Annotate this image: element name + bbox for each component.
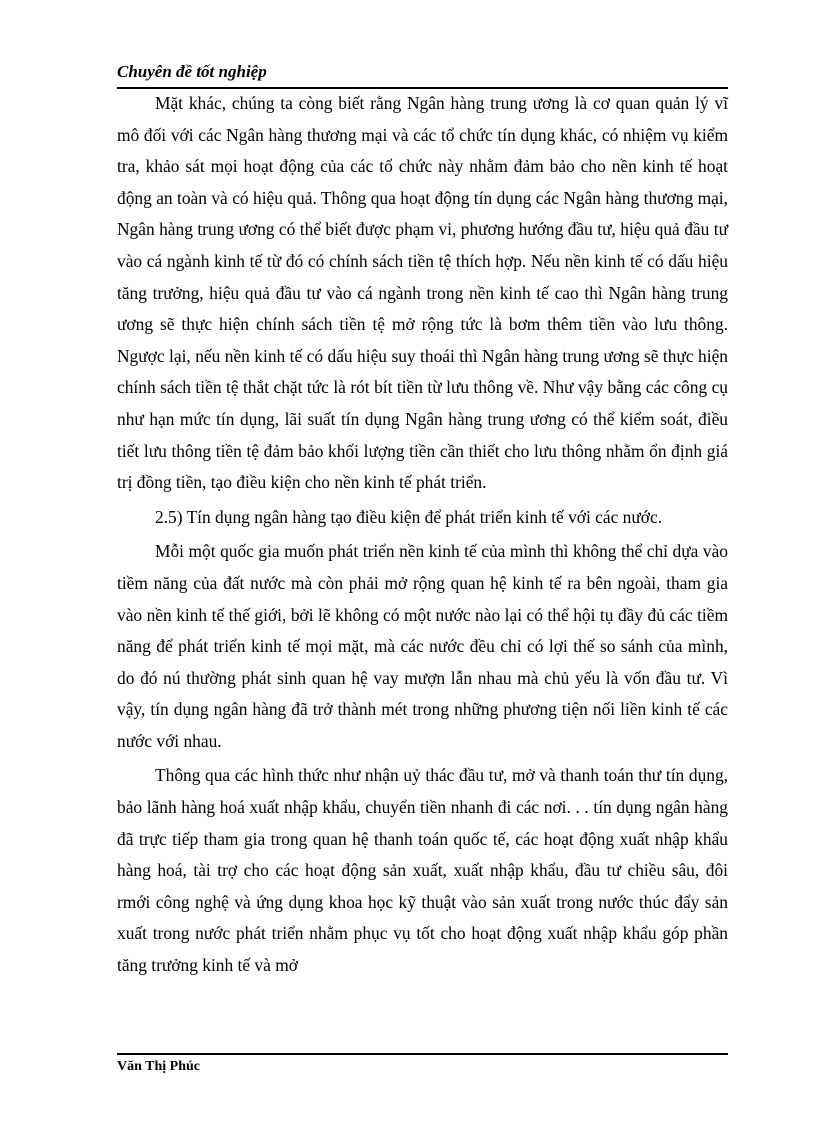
- paragraph-trade-finance: Thông qua các hình thức như nhận uỷ thác đầu tư, mở và thanh toán thư tín dụng, bảo lãnh hàng hoá xuất nhập khẩu, chuyển tiền nhanh đi các nơi. . . tín dụng ngân hàng đã trực tiếp tham gia trong quan hệ thanh toán quốc tế, các hoạt động xuất nhập khẩu hàng hoá, tài trợ cho các hoạt động sản xuất, xuất nhập khẩu, đầu tư chiều sâu, đôi rmới công nghệ và ứng dụng khoa học kỹ thuật vào sản xuất trong nước thúc đẩy sản xuất trong nước phát triển nhằm phục vụ tốt cho hoạt động xuất nhập khẩu góp phần tăng trưởng kinh tế và mở: [117, 765, 728, 976]
- paragraph-central-bank: Mặt khác, chúng ta còng biết rằng Ngân hàng trung ương là cơ quan quản lý vĩ mô đối với các Ngân hàng thương mại và các tổ chức tín dụng khác, có nhiệm vụ kiểm tra, khảo sát mọi hoạt động của các tổ chức này nhằm đảm bảo cho nền kinh tế hoạt động an toàn và có hiệu quả. Thông qua hoạt động tín dụng các Ngân hàng thương mại, Ngân hàng trung ương có thể biết được phạm vi, phương hướng đầu tư, hiệu quả đầu tư vào cá ngành kinh tế từ đó có chính sách tiền tệ thích hợp. Nếu nền kinh tế có dấu hiệu tăng trưởng, hiệu quả đầu tư vào cá ngành trong nền kinh tế cao thì Ngân hàng trung ương sẽ thực hiện chính sách tiền tệ mở rộng tức là bơm thêm tiền vào lưu thông. Ngược lại, nếu nền kinh tế có dấu hiệu suy thoái thì Ngân hàng trung ương sẽ thực hiện chính sách tiền tệ thắt chặt tức là rót bít tiền từ lưu thông về. Như vậy bằng các công cụ như hạn mức tín dụng, lãi suất tín dụng Ngân hàng trung ương có thể kiểm soát, điều tiết lưu thông tiền tệ đảm bảo khối lượng tiền cần thiết cho lưu thông nhằm ổn định giá trị đồng tiền, tạo điều kiện cho nền kinh tế phát triển.: [117, 93, 728, 493]
- header-title: Chuyên đề tốt nghiệp: [117, 62, 267, 81]
- paragraph-international: Mỗi một quốc gia muốn phát triển nền kinh tế của mình thì không thể chỉ dựa vào tiềm năng của đất nước mà còn phải mở rộng quan hệ kinh tế ra bên ngoài, tham gia vào nền kinh tế thế giới, bởi lẽ không có một nước nào lại có thể hội tụ đầy đủ các tiềm năng để phát triển kinh tế mọi mặt, mà các nước đều chỉ có lợi thế so sánh của mình, do đó nú thường phát sinh quan hệ vay mượn lẫn nhau mà chủ yếu là vốn đầu tư. Vì vậy, tín dụng ngân hàng đã trở thành mét trong những phương tiện nối liền kinh tế các nước với nhau.: [117, 541, 728, 751]
- page-header: [117, 60, 728, 89]
- footer-author: Văn Thị Phúc: [117, 1059, 200, 1074]
- footer-divider: [117, 1053, 728, 1055]
- section-heading-2-5: 2.5) Tín dụng ngân hàng tạo điều kiện để phát triển kinh tế với các nước.: [155, 506, 663, 527]
- document-body: [117, 88, 728, 982]
